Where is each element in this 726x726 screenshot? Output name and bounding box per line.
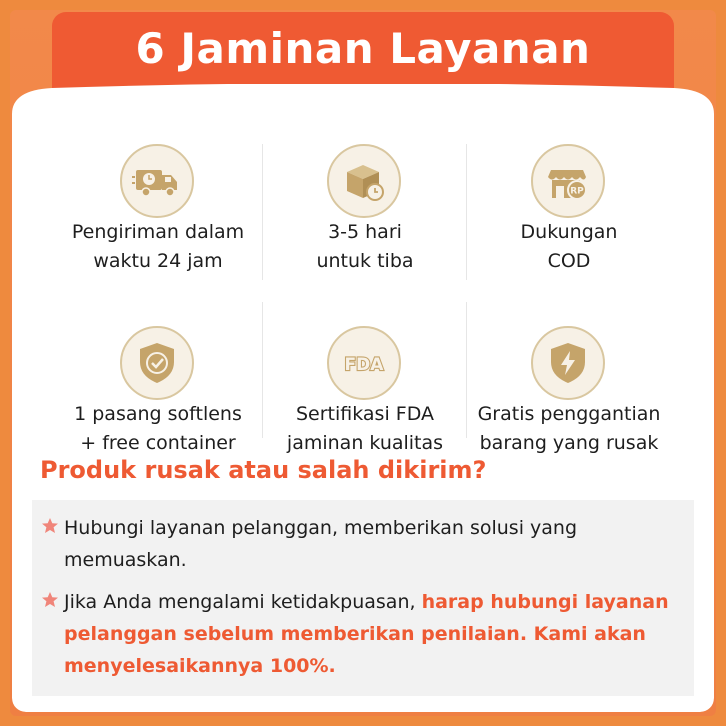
bullet-item — [40, 512, 680, 576]
info-box — [32, 500, 694, 696]
feature-label: 1 pasang softlens + free container — [74, 403, 242, 454]
package-clock-icon — [327, 144, 401, 218]
bullet-item — [40, 586, 680, 682]
shop-rp-icon — [531, 144, 605, 218]
feature-label: 3-5 hari untuk tiba — [316, 221, 414, 272]
bullet-text: Hubungi layanan pelanggan, memberikan solusi yang memuaskan. — [64, 517, 578, 571]
bullet-text: Jika Anda mengalami ketidakpuasan, harap hubungi layanan pelanggan sebelum memberikan penilaian. Kami akan menyelesaikannya 100%. — [64, 591, 669, 677]
svg-text:FDA: FDA — [344, 355, 384, 375]
feature-fda — [263, 302, 467, 462]
shield-check-icon — [120, 326, 194, 400]
feature-arrival — [263, 120, 467, 280]
feature-softlens — [56, 302, 260, 462]
feature-replacement — [467, 302, 671, 462]
fda-icon — [327, 326, 401, 400]
feature-label: Sertifikasi FDA jaminan kualitas — [286, 403, 444, 454]
star-icon — [40, 516, 60, 536]
feature-cod — [467, 120, 671, 280]
feature-label: Dukungan COD — [520, 221, 618, 272]
feature-delivery — [56, 120, 260, 280]
star-icon — [40, 590, 60, 610]
page-title: 6 Jaminan Layanan — [135, 24, 591, 73]
question-heading: Produk rusak atau salah dikirim? — [40, 456, 487, 484]
svg-text:RP: RP — [570, 186, 584, 197]
feature-label: Pengiriman dalam waktu 24 jam — [71, 221, 245, 272]
shield-bolt-icon — [531, 326, 605, 400]
feature-label: Gratis penggantian barang yang rusak — [477, 403, 661, 454]
highlighted-text: harap hubungi layanan pelanggan sebelum memberikan penilaian. Kami akan menyelesaikannya 100%. — [64, 591, 669, 677]
features-grid — [56, 120, 670, 454]
delivery-truck-icon — [120, 144, 194, 218]
